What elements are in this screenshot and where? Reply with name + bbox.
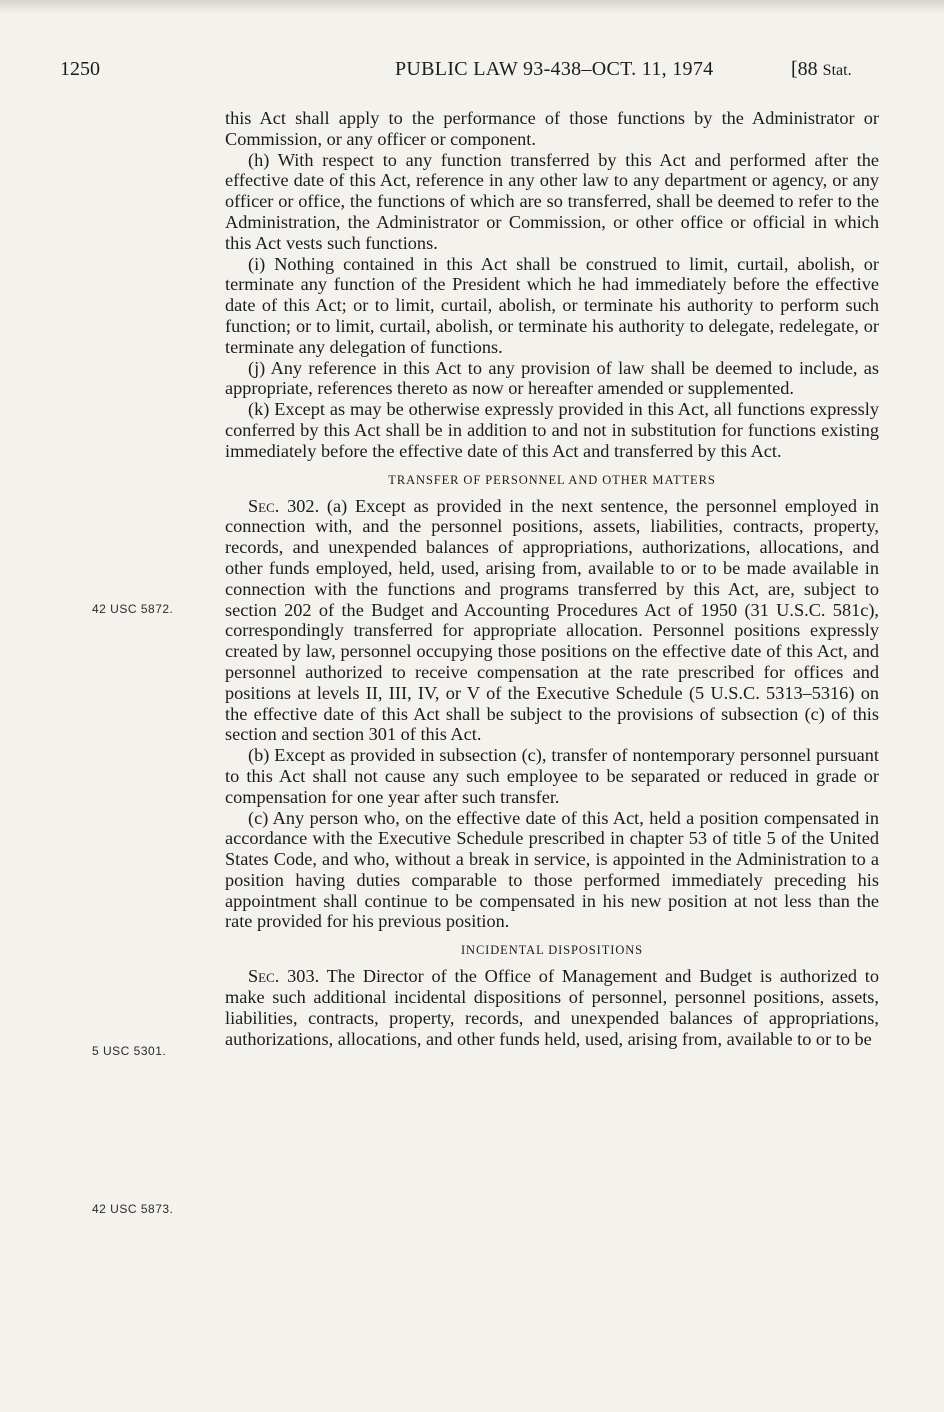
volume-reference	[791, 58, 852, 81]
margin-note-42-usc-5872: 42 USC 5872.	[92, 602, 174, 616]
volume-label: Stat.	[822, 62, 852, 79]
volume-bracket: [88	[791, 58, 818, 80]
heading-incidental-dispositions: INCIDENTAL DISPOSITIONS	[460, 943, 644, 958]
section-303-text: 303. The Director of the Office of Management and Budget is authorized to make such additional incidental dispositions of personnel, personnel positions, assets, liabilities, contracts, property, records, and unexpended balances of appropriations, authorizations, allocations, and other funds held, used, arising from, available to or to be	[225, 966, 879, 1049]
paragraph-k: (k) Except as may be otherwise expressly provided in this Act, all functions expressly conferred by this Act shall be in addition to and not in substitution for functions existing immediately before the effective date of this Act and transferred by this Act.	[225, 399, 879, 461]
paragraph-g-continued: this Act shall apply to the performance of those functions by the Administrator or Commission, or any officer or component.	[225, 108, 879, 149]
section-303	[225, 966, 879, 1049]
margin-note-5-usc-5301: 5 USC 5301.	[92, 1044, 167, 1058]
paragraph-i: (i) Nothing contained in this Act shall be construed to limit, curtail, abolish, or terminate any function of the President which he had immediately before the effective date of this Act; or to limit, curtail, abolish, or terminate his authority to perform such function; or to limit, curtail, abolish, or terminate his authority to delegate, redelegate, or terminate any delegation of functions.	[225, 253, 879, 357]
section-label: Sec.	[248, 495, 280, 516]
body-text	[225, 108, 879, 1049]
page-number: 1250	[60, 58, 100, 80]
paragraph-h: (h) With respect to any function transferred by this Act and performed after the effective date of this Act, reference in any other law to any department or agency, or any officer or office, the functions of which are so transferred, shall be deemed to refer to the Administration, the Administrator or Commission, or other office or official in which this Act vests such functions.	[225, 149, 879, 253]
heading-transfer-of-personnel: TRANSFER OF PERSONNEL AND OTHER MATTERS	[388, 472, 716, 487]
section-label: Sec.	[248, 966, 280, 987]
section-302-a	[225, 496, 879, 746]
running-title: PUBLIC LAW 93-438–OCT. 11, 1974	[395, 58, 714, 80]
section-302-b: (b) Except as provided in subsection (c), transfer of nontemporary personnel pursuant to this Act shall not cause any such employee to be separated or reduced in grade or compensation for one year after such transfer.	[225, 745, 879, 807]
paragraph-j: (j) Any reference in this Act to any provision of law shall be deemed to include, as appropriate, references thereto as now or hereafter amended or supplemented.	[225, 357, 879, 399]
section-302-a-text: 302. (a) Except as provided in the next sentence, the personnel employed in connection with, and the personnel positions, assets, liabilities, contracts, property, records, and unexpended balances of appropriations, authorizations, allocations, and other funds employed, held, used, arising from, available to or to be made available in connection with the functions and programs transferred by this Act, are, subject to section 202 of the Budget and Accounting Procedures Act of 1950 (31 U.S.C. 581c), correspondingly transferred for appropriate allocation. Personnel positions expressly created by law, personnel occupying those positions on the effective date of this Act, and personnel authorized to receive compensation at the rate prescribed for offices and positions at levels II, III, IV, or V of the Executive Schedule (5 U.S.C. 5313–5316) on the effective date of this Act shall be subject to the provisions of subsection (c) of this section and section 301 of this Act.	[225, 495, 879, 745]
section-302-c: (c) Any person who, on the effective date of this Act, held a position compensated in accordance with the Executive Schedule prescribed in chapter 53 of title 5 of the United States Code, and who, without a break in service, is appointed in the Administration to a position having duties comparable to those performed immediately preceding his appointment shall continue to be compensated in his new position at not less than the rate provided for his previous position.	[225, 807, 879, 932]
margin-note-42-usc-5873: 42 USC 5873.	[92, 1202, 174, 1216]
page-edge-shadow	[0, 0, 944, 14]
